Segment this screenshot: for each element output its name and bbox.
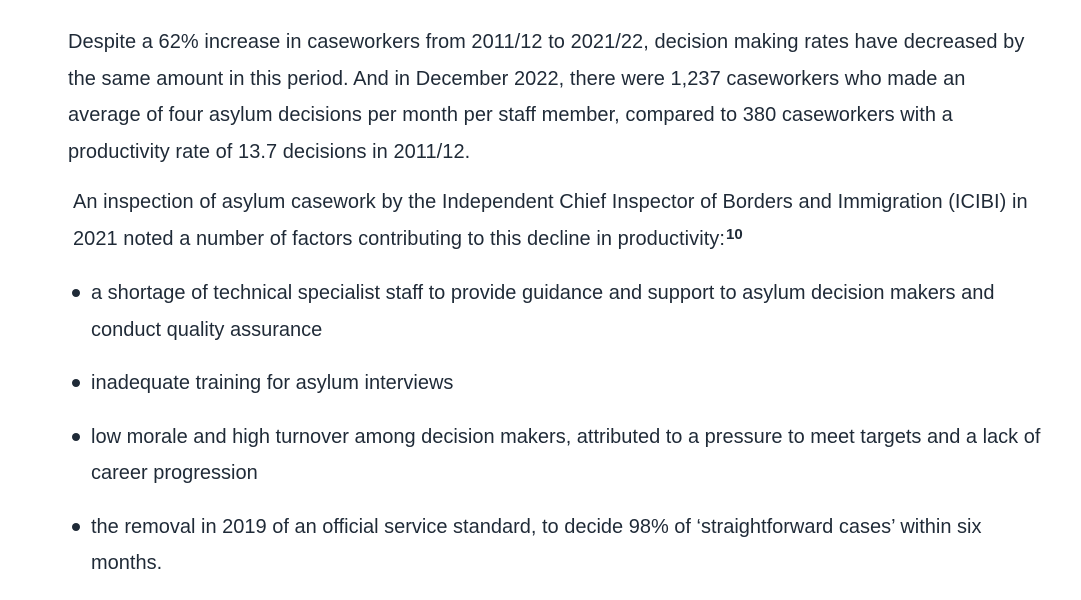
list-item: [68, 275, 1043, 348]
footnote-reference[interactable]: 10: [725, 225, 743, 243]
bullet-icon: [72, 433, 80, 441]
list-item: [68, 365, 1043, 402]
list-item-text: low morale and high turnover among decision makers, attributed to a pressure to meet targets and a lack of career progression: [91, 425, 1041, 484]
bullet-icon: [72, 379, 80, 387]
bullet-icon: [72, 289, 80, 297]
list-item-text: the removal in 2019 of an official service standard, to decide 98% of ‘straightforward cases’ within six months.: [91, 515, 982, 574]
list-item: [68, 419, 1046, 492]
list-item: [68, 509, 1046, 582]
bullet-icon: [72, 523, 80, 531]
paragraph-icibi-text: An inspection of asylum casework by the Independent Chief Inspector of Borders and Immigration (ICIBI) in 2021 noted a number of factors contributing to this decline in productivity:: [73, 191, 1028, 250]
list-item-text: a shortage of technical specialist staff to provide guidance and support to asylum decision makers and conduct quality assurance: [91, 282, 995, 341]
factors-list: [68, 275, 1043, 582]
list-item-text: inadequate training for asylum interviews: [91, 372, 454, 394]
paragraph-caseworker-productivity: Despite a 62% increase in caseworkers from 2011/12 to 2021/22, decision making rates have decreased by the same amount in this period. And in December 2022, there were 1,237 caseworkers who made an average of four asylum decisions per month per staff member, compared to 380 caseworkers with a productivity rate of 13.7 decisions in 2011/12.: [68, 31, 1025, 163]
article-body: [68, 24, 1043, 582]
paragraph-icibi-inspection: [68, 184, 1033, 257]
